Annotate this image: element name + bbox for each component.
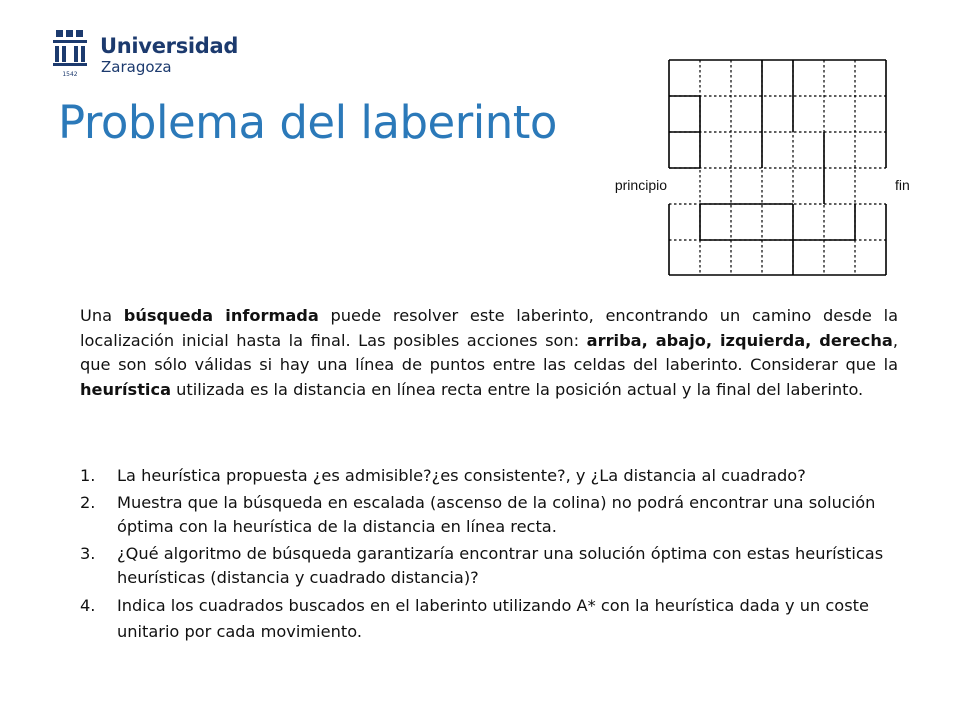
description-bold-text: heurística	[80, 379, 171, 399]
description-bold-text: arriba, abajo, izquierda, derecha	[586, 330, 893, 350]
maze-end-label: fin	[895, 177, 910, 193]
question-text: La heurística propuesta ¿es admisible?¿es consistente?, y ¿La distancia al cuadrado?	[117, 466, 806, 485]
description-bold-text: búsqueda informada	[123, 306, 319, 325]
description-text: utilizada es la distancia en línea recta entre la posición actual y la final del laberinto.	[171, 379, 864, 399]
page-title: Problema del laberinto	[58, 96, 557, 149]
description-text: , que son sólo válidas si hay una línea de puntos entre las celdas del laberinto. Considerar que la	[80, 330, 898, 374]
question-list	[80, 464, 895, 647]
question-item	[80, 464, 895, 489]
question-text: Muestra que la búsqueda en escalada (ascenso de la colina) no podrá encontrar una solución óptima con la heurística de la distancia en línea recta.	[117, 492, 876, 536]
description-text: puede resolver este laberinto, encontrando un camino desde la localización inicial hasta la final. Las posibles acciones son:	[80, 306, 898, 350]
description-text: Una	[80, 306, 124, 325]
question-number: 4.	[80, 595, 96, 615]
logo-city-name: Zaragoza	[101, 58, 172, 76]
problem-description	[80, 304, 898, 402]
university-crest-icon	[50, 28, 90, 78]
question-item	[80, 491, 895, 540]
question-item	[80, 542, 895, 591]
maze-start-label: principio	[614, 177, 667, 193]
logo-year: 1542	[62, 71, 78, 78]
maze-passages	[669, 60, 886, 275]
maze-walls	[669, 60, 886, 275]
question-number: 1.	[80, 466, 96, 485]
question-item	[80, 593, 895, 645]
question-number: 2.	[80, 492, 96, 512]
university-logo	[50, 28, 240, 80]
logo-university-name: Universidad	[100, 34, 239, 58]
question-text: Indica los cuadrados buscados en el laberinto utilizando A* con la heurística dada y un coste unitario por cada movimiento.	[117, 595, 869, 641]
maze-diagram	[612, 55, 932, 280]
question-text: ¿Qué algoritmo de búsqueda garantizaría encontrar una solución óptima con estas heurísticas heurísticas (distancia y cuadrado distancia)?	[117, 543, 884, 587]
question-number: 3.	[80, 543, 96, 563]
